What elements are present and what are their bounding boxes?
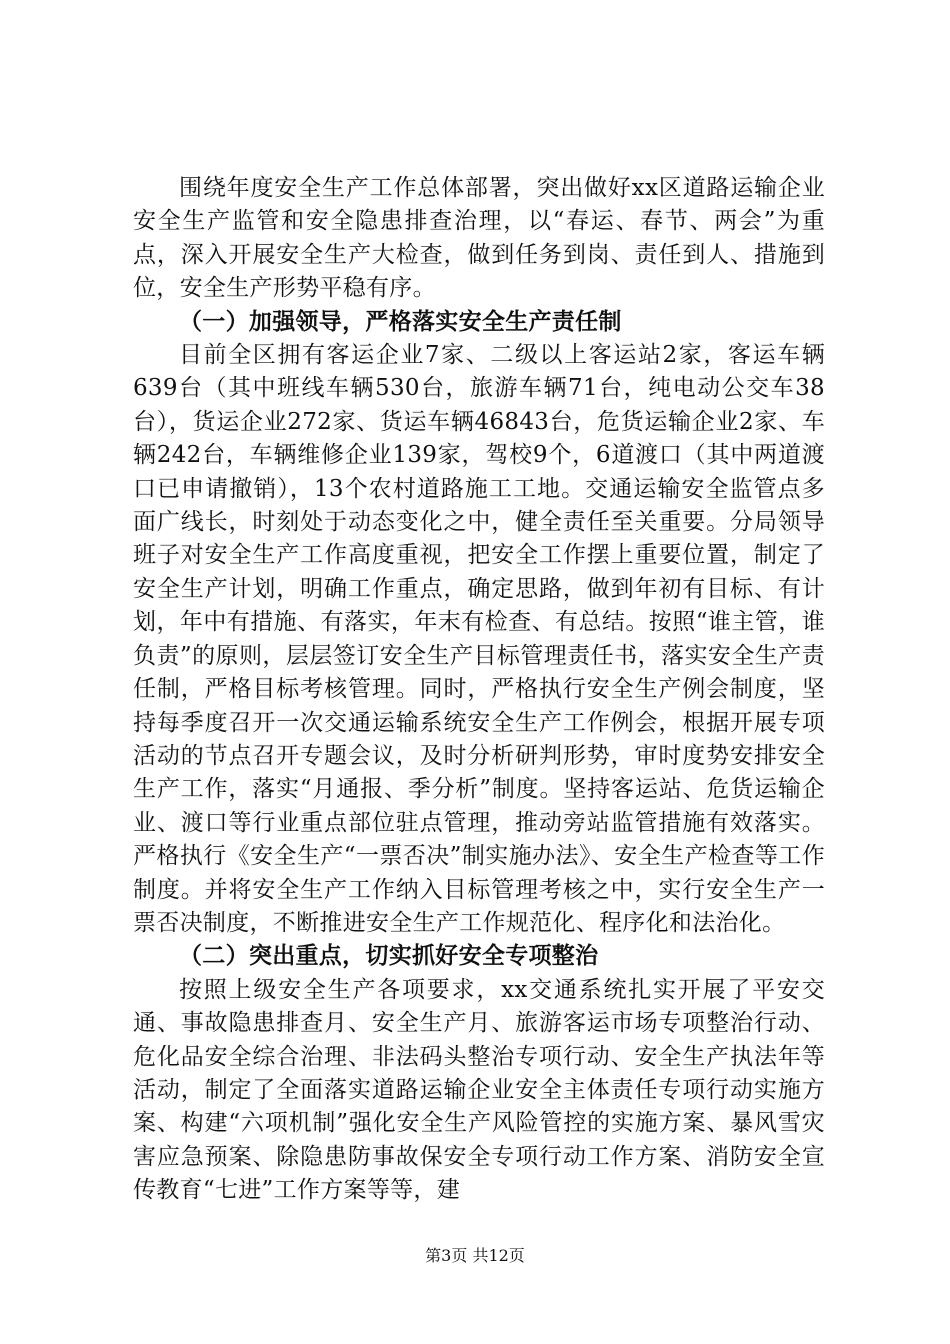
page-footer: 第3页 共12页 (425, 1246, 525, 1265)
paragraph-intro: 围绕年度安全生产工作总体部署，突出做好xx区道路运输企业安全生产监管和安全隐患排查治理，以“春运、春节、两会”为重点，深入开展安全生产大检查，做到任务到岗、责任到人、措施到位，安全生产形势平稳有序。 (133, 175, 825, 302)
document-body (133, 172, 825, 1208)
paragraph-responsibility: 目前全区拥有客运企业7家、二级以上客运站2家，客运车辆639台（其中班线车辆530台，旅游车辆71台，纯电动公交车38台），货运企业272家、货运车辆46843台，危货运输企业2家、车辆242台，车辆维修企业139家，驾校9个，6道渡口（其中两道渡口已申请撤销），13个农村道路施工工地。交通运输安全监管点多面广线长，时刻处于动态变化之中，健全责任至关重要。分局领导班子对安全生产工作高度重视，把安全工作摆上重要位置，制定了安全生产计划，明确工作重点，确定思路，做到年初有目标、有计划，年中有措施、有落实，年末有检查、有总结。按照“谁主管，谁负责”的原则，层层签订安全生产目标管理责任书，落实安全生产责任制，严格目标考核管理。同时，严格执行安全生产例会制度，坚持每季度召开一次交通运输系统安全生产工作例会，根据开展专项活动的节点召开专题会议，及时分析研判形势，审时度势安排安全生产工作，落实“月通报、季分析”制度。坚持客运站、危货运输企业、渡口等行业重点部位驻点管理，推动旁站监管措施有效落实。严格执行《安全生产“一票否决”制实施办法》、安全生产检查等工作制度。并将安全生产工作纳入目标管理考核之中，实行安全生产一票否决制度，不断推进安全生产工作规范化、程序化和法治化。 (133, 342, 825, 936)
section-heading-2: （二）突出重点，切实抓好安全专项整治 (179, 943, 599, 970)
section-heading-1: （一）加强领导，严格落实安全生产责任制 (179, 308, 622, 335)
paragraph-special-rectification: 按照上级安全生产各项要求，xx交通系统扎实开展了平安交通、事故隐患排查月、安全生产月、旅游客运市场专项整治行动、危化品安全综合治理、非法码头整治专项行动、安全生产执法年等活动，制定了全面落实道路运输企业安全主体责任专项行动实施方案、构建“六项机制”强化安全生产风险管控的实施方案、暴风雪灾害应急预案、除隐患防事故保安全专项行动工作方案、消防安全宣传教育“七进”工作方案等等，建 (133, 976, 825, 1204)
